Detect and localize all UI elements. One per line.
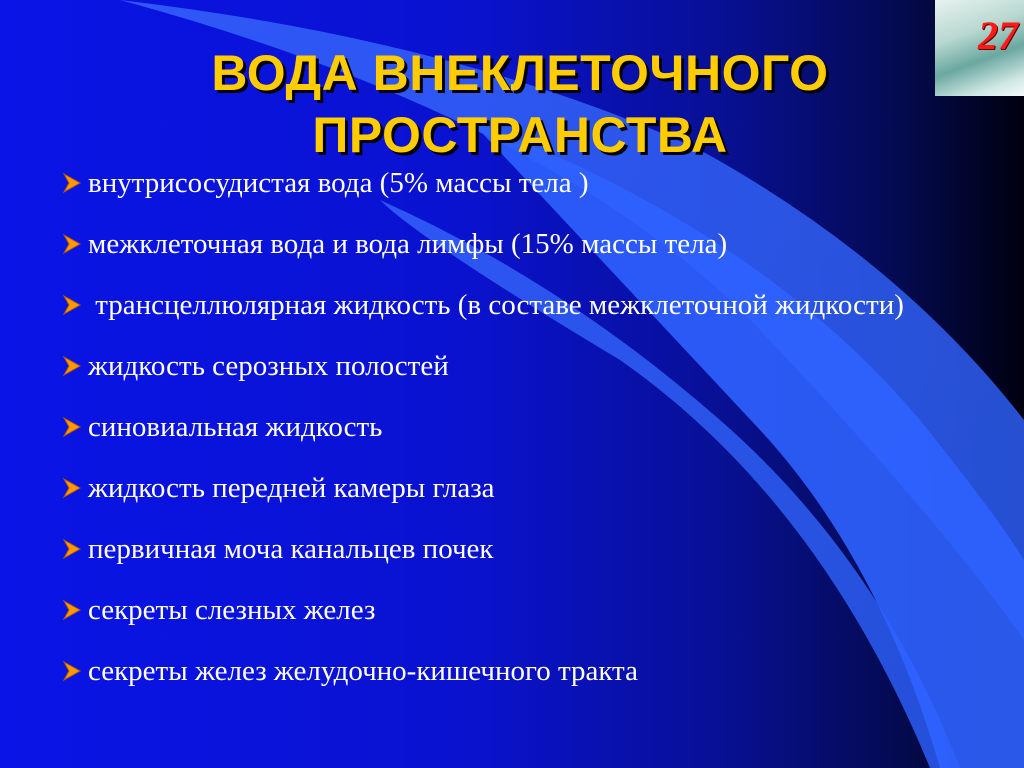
list-item-text: трансцеллюлярная жидкость (в составе межклеточной жидкости)	[88, 289, 904, 321]
list-item	[62, 166, 912, 200]
list-item	[62, 593, 912, 627]
arrow-bullet-icon	[62, 593, 88, 623]
bullet-list	[62, 166, 912, 688]
arrow-bullet-icon	[62, 166, 88, 196]
page-number-badge	[935, 0, 1024, 96]
slide-title	[120, 42, 920, 166]
list-item-text: внутрисосудистая вода (5% массы тела )	[88, 167, 589, 199]
list-item-text: секреты слезных желез	[88, 594, 376, 626]
arrow-bullet-icon	[62, 227, 88, 257]
arrow-bullet-icon	[62, 349, 88, 379]
arrow-bullet-icon	[62, 410, 88, 440]
list-item-text: секреты желез желудочно-кишечного тракта	[88, 655, 638, 687]
list-item	[62, 471, 912, 505]
list-item	[62, 410, 912, 444]
list-item	[62, 532, 912, 566]
arrow-bullet-icon	[62, 471, 88, 501]
list-item-text: межклеточная вода и вода лимфы (15% массы тела)	[88, 228, 728, 260]
list-item-text: жидкость передней камеры глаза	[88, 472, 495, 504]
list-item-text: первичная моча канальцев почек	[88, 533, 494, 565]
list-item	[62, 654, 912, 688]
list-item-text: жидкость серозных полостей	[88, 350, 449, 382]
arrow-bullet-icon	[62, 654, 88, 684]
list-item	[62, 349, 912, 383]
title-line-1: ВОДА ВНЕКЛЕТОЧНОГО	[211, 45, 829, 101]
page-number: 27	[978, 13, 1018, 58]
list-item	[62, 227, 912, 261]
list-item-text: синовиальная жидкость	[88, 411, 383, 443]
list-item	[62, 288, 912, 322]
arrow-bullet-icon	[62, 532, 88, 562]
arrow-bullet-icon	[62, 288, 88, 318]
title-line-2: ПРОСТРАНСТВА	[312, 107, 728, 163]
